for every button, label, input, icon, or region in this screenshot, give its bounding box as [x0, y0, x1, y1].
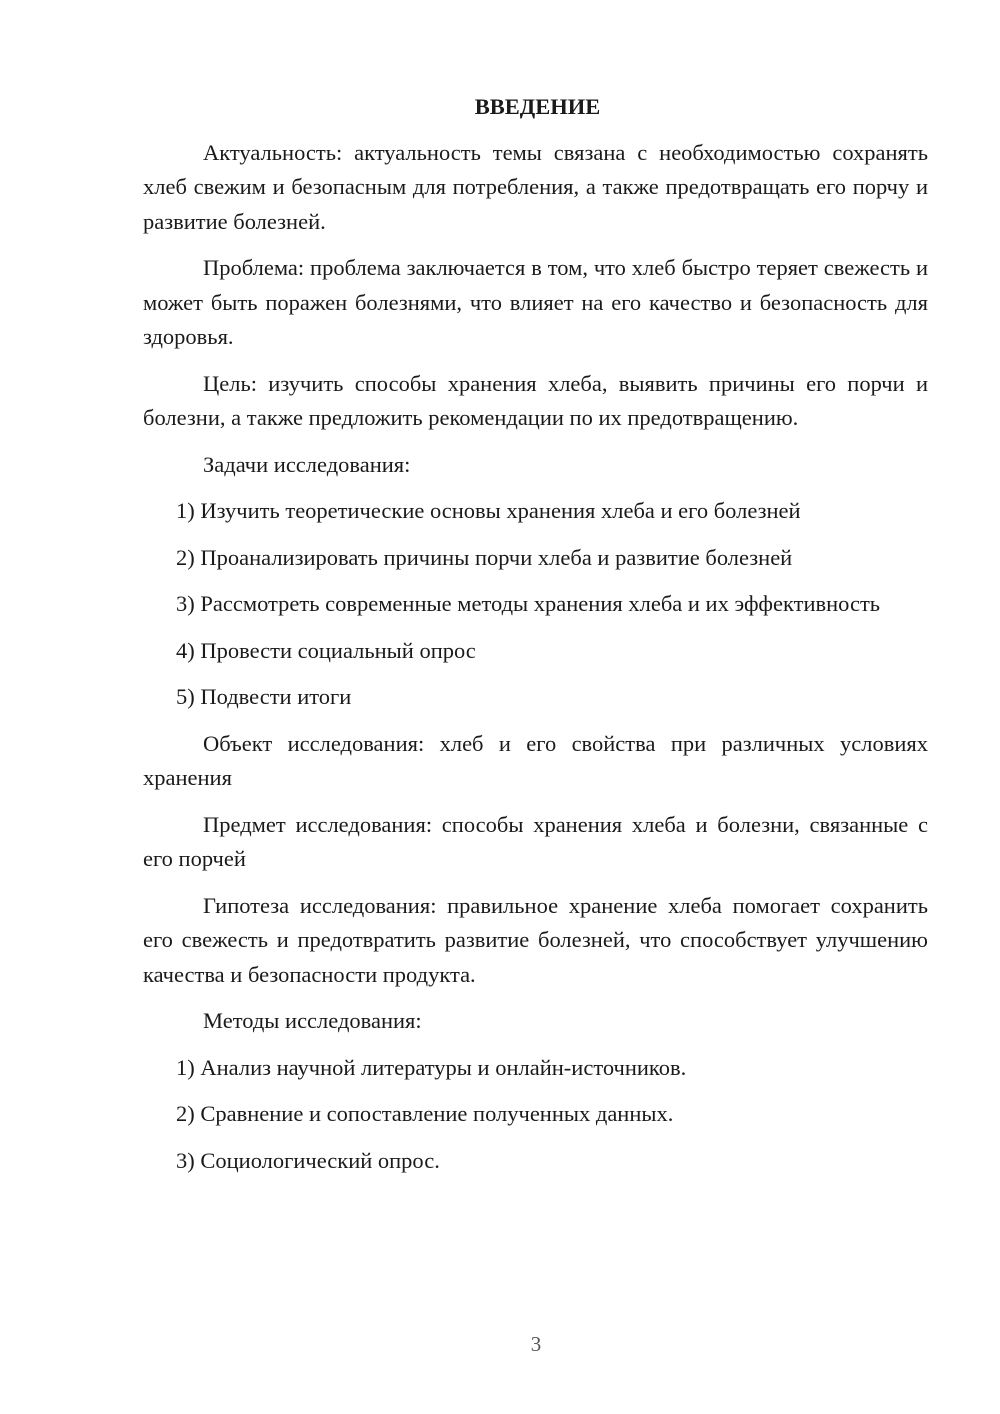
problem-paragraph: Проблема: проблема заключается в том, что хлеб быстро теряет свежесть и может быть поражен болезнями, что влияет на его качество и безопасность для здоровья. [143, 255, 928, 349]
method-item: 1) Анализ научной литературы и онлайн-источников. [176, 1054, 687, 1080]
task-item: 3) Рассмотреть современные методы хранения хлеба и их эффективность [176, 591, 881, 616]
object-paragraph: Объект исследования: хлеб и его свойства при различных условиях хранения [143, 730, 928, 790]
page-content [143, 90, 928, 1190]
task-item: 4) Провести социальный опрос [176, 637, 476, 663]
method-item: 3) Социологический опрос. [176, 1147, 440, 1173]
task-item: 1) Изучить теоретические основы хранения хлеба и его болезней [176, 498, 801, 523]
task-item: 5) Подвести итоги [176, 684, 352, 709]
hypothesis-paragraph: Гипотеза исследования: правильное хранение хлеба помогает сохранить его свежесть и предотвратить развитие болезней, что способствует улучшению качества и безопасности продукта. [143, 892, 928, 987]
task-item: 2) Проанализировать причины порчи хлеба и развитие болезней [176, 544, 793, 570]
page-title: ВВЕДЕНИЕ [474, 94, 601, 119]
methods-heading: Методы исследования: [203, 1008, 422, 1033]
subject-paragraph: Предмет исследования: способы хранения хлеба и болезни, связанные с его порчей [143, 811, 928, 871]
goal-paragraph: Цель: изучить способы хранения хлеба, выявить причины его порчи и болезни, а также предложить рекомендации по их предотвращению. [143, 370, 928, 430]
page-number: 3 [530, 1332, 542, 1356]
actuality-paragraph: Актуальность: актуальность темы связана с необходимостью сохранять хлеб свежим и безопасным для потребления, а также предотвращать его порчу и развитие болезней. [143, 139, 928, 234]
tasks-heading: Задачи исследования: [203, 451, 411, 477]
method-item: 2) Сравнение и сопоставление полученных данных. [176, 1101, 674, 1126]
